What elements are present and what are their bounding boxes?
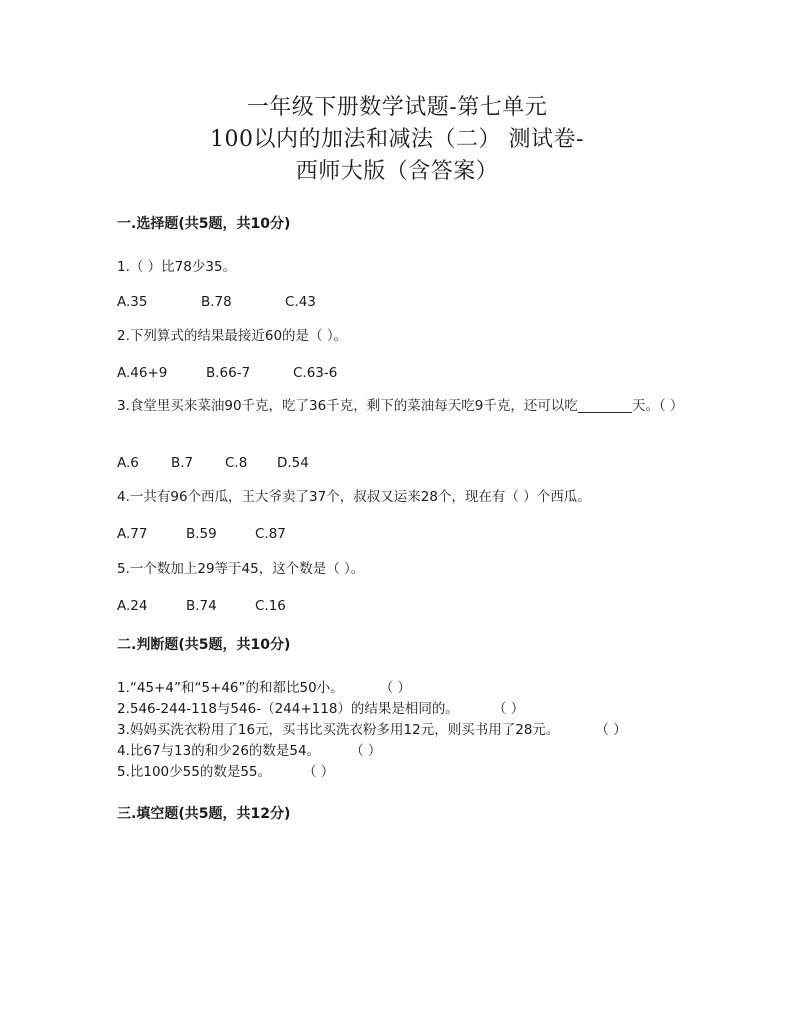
choice-question-1: 1.（ ）比78少35。	[117, 259, 237, 275]
answer-paren: （ ）	[492, 701, 525, 717]
title-line-3: 西师大版（含答案）	[295, 159, 499, 184]
choice-question-5: 5.一个数加上29等于45，这个数是（ ）。	[117, 561, 365, 577]
option-a: A.46+9	[117, 365, 168, 381]
judge-item-1	[117, 678, 627, 699]
option-b: B.59	[186, 526, 217, 542]
option-c: C.87	[255, 526, 286, 542]
choice-question-4: 4.一共有96个西瓜，王大爷卖了37个，叔叔又运来28个，现在有（ ）个西瓜。	[117, 489, 591, 505]
judge-item-5	[117, 762, 627, 783]
section-heading-fill: 三.填空题(共5题，共12分)	[117, 806, 291, 822]
title-line-1: 一年级下册数学试题-第七单元	[246, 95, 548, 120]
judge-item-text: 1.“45+4”和“5+46”的和都比50小。	[117, 680, 344, 696]
exam-title	[0, 92, 794, 188]
choice-options-4	[117, 525, 286, 543]
judge-item-text: 2.546-244-118与546-（244+118）的结果是相同的。	[117, 701, 459, 717]
choice-question-3: 3.食堂里买来菜油90千克，吃了36千克，剩下的菜油每天吃9千克，还可以吃________天。（ ）	[117, 398, 684, 414]
option-b: B.7	[171, 455, 194, 471]
option-b: B.78	[201, 294, 232, 310]
option-b: B.74	[186, 598, 217, 614]
judge-item-text: 4.比67与13的和少26的数是54。	[117, 743, 321, 759]
judge-item-3	[117, 720, 627, 741]
option-b: B.66-7	[206, 365, 251, 381]
option-c: C.8	[225, 455, 248, 471]
choice-question-2: 2.下列算式的结果最接近60的是（ ）。	[117, 328, 348, 344]
choice-options-3	[117, 454, 309, 472]
choice-options-2	[117, 364, 337, 382]
choice-options-1	[117, 293, 316, 311]
option-c: C.63-6	[293, 365, 338, 381]
judge-item-text: 5.比100少55的数是55。	[117, 764, 272, 780]
option-c: C.43	[285, 294, 316, 310]
option-a: A.35	[117, 294, 148, 310]
option-d: D.54	[277, 455, 309, 471]
judge-item-text: 3.妈妈买洗衣粉用了16元，买书比买洗衣粉多用12元，则买书用了28元。	[117, 722, 560, 738]
option-a: A.6	[117, 455, 139, 471]
option-c: C.16	[255, 598, 286, 614]
judge-list	[117, 678, 627, 783]
answer-paren: （ ）	[350, 743, 382, 759]
section-heading-judge: 二.判断题(共5题，共10分)	[117, 637, 291, 653]
judge-item-2	[117, 699, 627, 720]
title-line-2: 100以内的加法和减法（二） 测试卷-	[210, 127, 584, 152]
judge-item-4	[117, 741, 627, 762]
choice-options-5	[117, 597, 286, 615]
option-a: A.24	[117, 598, 148, 614]
answer-paren: （ ）	[379, 680, 411, 696]
answer-paren: （ ）	[303, 764, 335, 780]
answer-paren: （ ）	[595, 722, 627, 738]
option-a: A.77	[117, 526, 148, 542]
section-heading-choice: 一.选择题(共5题，共10分)	[117, 216, 291, 232]
